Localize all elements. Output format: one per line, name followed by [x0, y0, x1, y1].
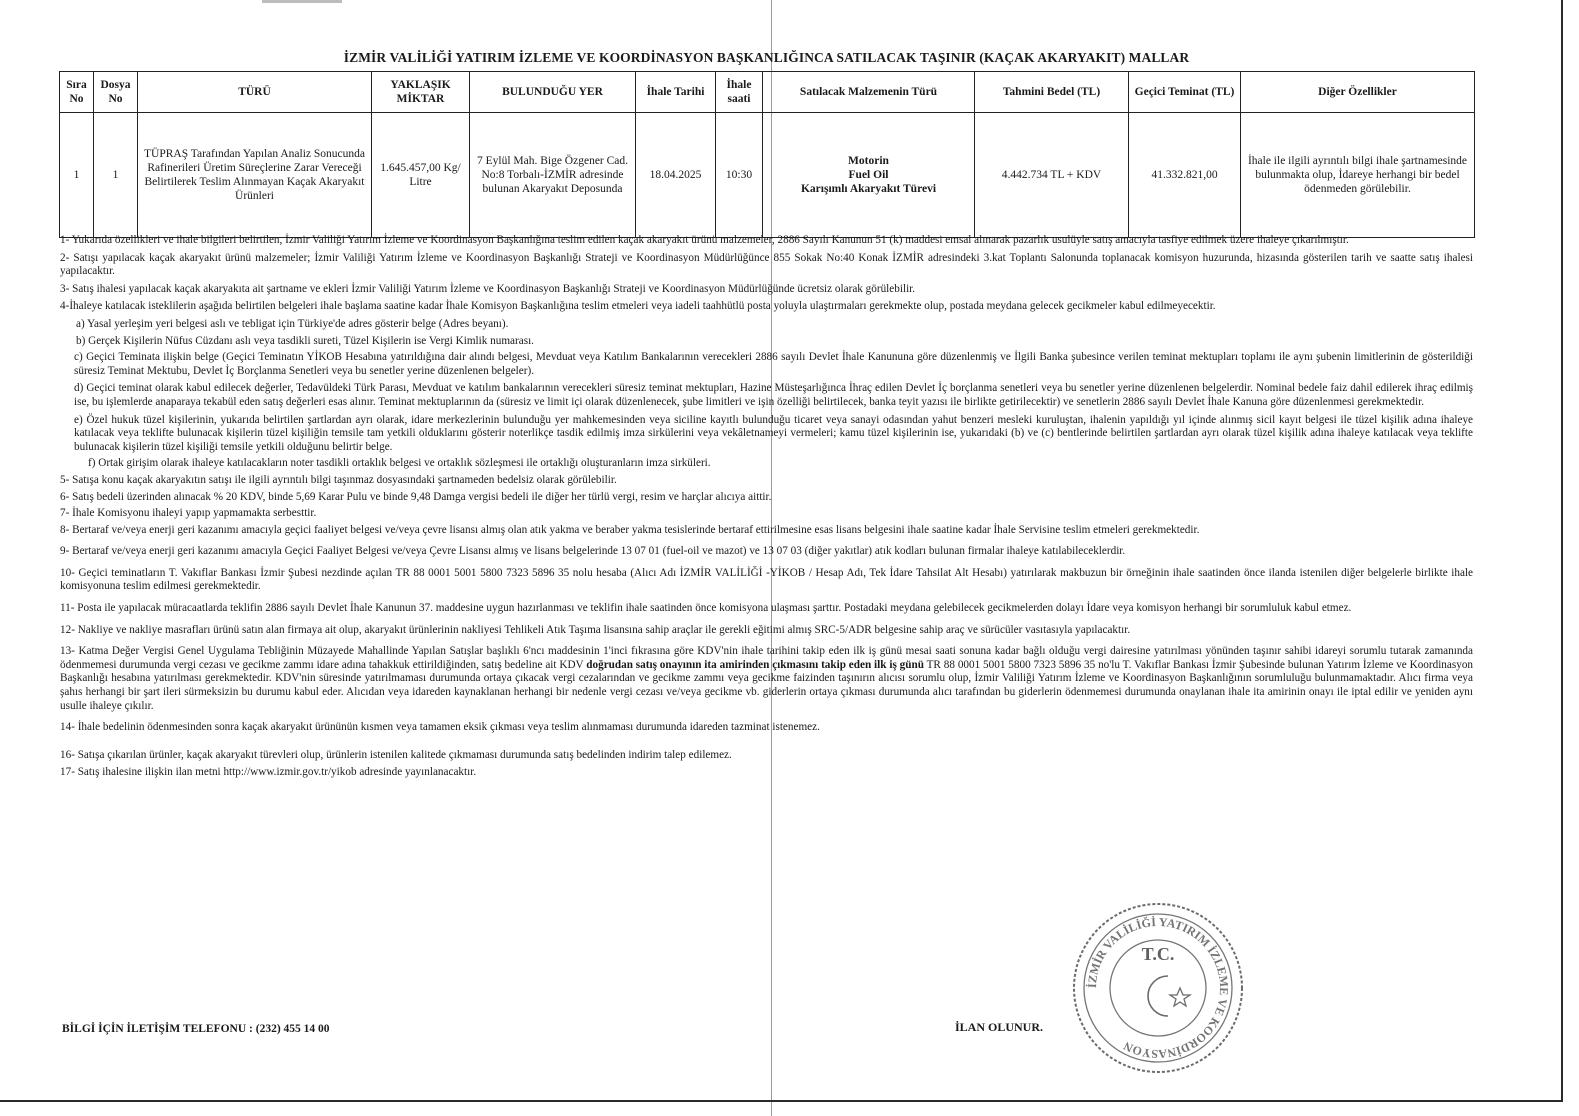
contact-phone: BİLGİ İÇİN İLETİŞİM TELEFONU : (232) 455 14 00 — [62, 1023, 330, 1035]
col-saat: İhale saati — [716, 72, 763, 113]
cell-sira-no: 1 — [60, 113, 94, 238]
seal-ring-text: İZMİR VALİLİĞİ YATIRIM İZLEME VE KOORDİNASYON — [1084, 914, 1232, 1062]
clause-16: 16- Satışa çıkarılan ürünler, kaçak akaryakıt türevleri olup, ürünlerin istenilen kalitede çıkmaması durumunda satış bedelinden indirim talep edilemez. — [60, 748, 732, 761]
clause-4c: c) Geçici Teminata ilişkin belge (Geçici Teminatın YİKOB Hesabına yatırıldığına dair alındı belgesi, Mevduat veya Katılım Bankalarının verecekleri 2886 sayılı Devlet İhale Kanununa göre düzenlenmiş ve İlgili Banka şubesince verilen teminat mektupları toplamı ile aynı şubenin limitlerinin de gösterildiği süresiz Teminat Mektubu, Devlet İç Borçlanma Senetleri veya bu senetler yerine düzenlenen belgeler). — [74, 351, 1473, 377]
ilan-olunur: İLAN OLUNUR. — [955, 1020, 1044, 1034]
cell-diger: İhale ile ilgili ayrıntılı bilgi ihale şartnamesinde bulunmakta olup, İdareye herhangi bir bedel ödenmeden görülebilir. — [1241, 113, 1475, 238]
clause-14: 14- İhale bedelinin ödenmesinden sonra kaçak akaryakıt ürününün kısmen veya tamamen eksik çıkması veya teslim alınmaması durumunda idareden tazminat istenemez. — [60, 721, 820, 734]
scan-artifact — [262, 0, 342, 3]
seal-center-text: T.C. — [1141, 944, 1175, 964]
clause-4e: e) Özel hukuk tüzel kişilerinin, yukarıda belirtilen şartlardan ayrı olarak, idare merkezlerinin bulunduğu yer mahkemesinden veya siciline kayıtlı bulunduğu ticaret veya sanayi odasından yahut benzeri mesleki kuruluştan, ihalenin yapıldığı yıl içinde alınmış sicil kayıt belgesi ile tüzel kişilik adına ihaleye katılacak veya teklifte bulunacak kişilerin tüzel kişiliğin temsile tam yetkili olduklarını gösterir noterlikçe tasdik edilmiş imza sirkülerini veya vekâletnameyi vermeleri; kamu tüzel kişilerinin ise, yukarıdaki (b) ve (c) bentlerinde belirtilen şartlardan ayrı olarak tüzel kişilik adına ihaleye katılacak veya teklifte bulunacak kişilerin tüzel kişiliği temsile yetkili olduğunu belirtir belge. — [74, 413, 1473, 453]
clause-4: 4-İhaleye katılacak isteklilerin aşağıda belirtilen belgeleri ihale başlama saatine kadar İhale Komisyon Başkanlığına teslim etmeleri veya iadeli taahhütlü posta yoluyla ulaştırmaları gerekmekte olup, postada meydana gelecek gecikmeler kabul edilmeyecektir. — [60, 300, 1216, 313]
cell-turu: TÜPRAŞ Tarafından Yapılan Analiz Sonucunda Rafinerileri Üretim Süreçlerine Zarar Vereceği Belirtilerek Teslim Alınmayan Kaçak Akaryakıt Ürünleri — [138, 113, 372, 238]
malzeme-fuel-oil: Fuel Oil — [848, 169, 889, 181]
clause-5: 5- Satışa konu kaçak akaryakıtın satışı ile ilgili ayrıntılı bilgi taşınmaz dosyasındaki şartnameden bedelsiz olarak görülebilir. — [60, 473, 617, 486]
col-turu: TÜRÜ — [138, 72, 372, 113]
star-icon — [1170, 988, 1190, 1006]
clause-17: 17- Satış ihalesine ilişkin ilan metni http://www.izmir.gov.tr/yikob adresinde yayınlanacaktır. — [60, 766, 477, 779]
page-border-right — [1561, 0, 1563, 1100]
clause-11: 11- Posta ile yapılacak müracaatlarda teklifin 2886 sayılı Devlet İhale Kanunun 37. maddesine uygun hazırlanması ve teklifin ihale saatinden önce komisyona ulaşması şarttır. Postadaki meydana gelebilecek gecikmelerden dolayı İdare veya komisyon herhangi bir sorumluluk kabul etmez. — [60, 602, 1352, 615]
page-title: İZMİR VALİLİĞİ YATIRIM İZLEME VE KOORDİNASYON BAŞKANLIĞINCA SATILACAK TAŞINIR (KAÇAK AKARYAKIT) MALLAR — [343, 50, 1190, 65]
clause-12: 12- Nakliye ve nakliye masrafları ürünü satın alan firmaya ait olup, akaryakıt ürünlerinin nakliyesi Tehlikeli Atık Taşıma lisansına sahip araçlar ile gerekli eğitimi almış SRC-5/ADR belgesine sahip araç ve sürücüler vasıtasıyla yapılacaktır. — [60, 623, 1131, 636]
cell-dosya-no: 1 — [94, 113, 138, 238]
clause-1: 1- Yukarıda özellikleri ve ihale bilgileri belirtilen, İzmir Valiliği Yatırım İzleme ve Koordinasyon Başkanlığına teslim edilen kaçak akaryakıt ürünü malzemeler, 2886 Sayılı Kanunun 51 (k) maddesi emsal alınarak pazarlık usulüyle satış amacıyla tasfiye edilmek üzere ihaleye çıkarılmıştır. — [60, 234, 1349, 246]
clause-7: 7- İhale Komisyonu ihaleyi yapıp yapmamakta serbesttir. — [60, 507, 317, 520]
col-tarih: İhale Tarihi — [636, 72, 716, 113]
col-diger: Diğer Özellikler — [1241, 72, 1475, 113]
cell-saat: 10:30 — [716, 113, 763, 238]
col-sira-no: Sıra No — [60, 72, 94, 113]
clause-4f: f) Ortak girişim olarak ihaleye katılacakların noter tasdikli ortaklık belgesi ve ortaklık sözleşmesi ile ortaklığı oluşturanların imza sirküleri. — [88, 457, 711, 470]
cell-teminat: 41.332.821,00 — [1129, 113, 1241, 238]
clause-4a: a) Yasal yerleşim yeri belgesi aslı ve tebligat için Türkiye'de adres gösterir belge (Adres beyanı). — [76, 317, 509, 330]
table-header-row — [60, 72, 1475, 113]
clause-13-part-a: 13- Katma Değer Vergisi Genel Uygulama Tebliğinin Müzayede Mahallinde Yapılan Satışlar başlıklı 6'ncı maddesinin 1'inci fıkrasına göre KDV'nin ihale tarihini takip eden ilk iş günü mesai saati sonuna kadar bağlı olduğu vergi dairesine yatırılması yönünden taşınır sahibi idareyi sorumlu tutarak zamanında ödenmemesi durumunda vergi cezası ve gecikme zammı idare adına tahakkuk ettirildiğinden, satış bedeline ait KDV — [60, 645, 1473, 671]
col-yer: BULUNDUĞU YER — [470, 72, 636, 113]
malzeme-karisimli: Karışımlı Akaryakıt Türevi — [800, 183, 937, 195]
cell-bedel: 4.442.734 TL + KDV — [975, 113, 1129, 238]
crescent-icon — [1148, 976, 1168, 1016]
auction-table — [59, 71, 1475, 238]
clause-9: 9- Bertaraf ve/veya enerji geri kazanımı amacıyla Geçici Faaliyet Belgesi ve/veya Çevre Lisansı almış ve lisans belgelerinde 13 07 01 (fuel-oil ve mazot) ve 13 07 03 (diğer yakıtlar) atık kodları bulunan firmalar ihaleye katılabileceklerdir. — [60, 545, 1126, 558]
official-seal-icon — [1068, 898, 1248, 1078]
clause-2: 2- Satışı yapılacak kaçak akaryakıt ürünü malzemeler; İzmir Valiliği Yatırım İzleme ve Koordinasyon Başkanlığı Strateji ve Koordinasyon Müdürlüğünce 855 Sokak No:40 Konak İZMİR adresindeki 3.kat Toplantı Salonunda toplanacak komisyon huzurunda, hizasında gösterilen tarih ve saatte satış ihalesi yapılacaktır. — [60, 251, 1473, 278]
cell-malzeme — [763, 113, 975, 238]
notice-body — [60, 234, 1473, 784]
col-dosya-no: Dosya No — [94, 72, 138, 113]
cell-tarih: 18.04.2025 — [636, 113, 716, 238]
col-malzeme: Satılacak Malzemenin Türü — [763, 72, 975, 113]
page-border-bottom — [0, 1100, 1563, 1102]
clause-4d: d) Geçici teminat olarak kabul edilecek değerler, Tedavüldeki Türk Parası, Mevduat ve katılım bankalarının verecekleri süresiz teminat mektupları, Hazine Müsteşarlığınca İhraç edilen Devlet İç borçlanma senetleri veya bu senetler yerine düzenlenen belgelerdir. Nominal bedele faiz dahil edilerek ihraç edilmiş ise, bu işlemlerde anaparaya tekabül eden satış değerleri esas alınır. Teminat mektuplarının da (süresiz ve limit içi olarak düzenlenecek, şube limitleri ve işin özelliği belirtilecek, banka teyit yazısı ile birlikte getirilecektir) ve senetlerin 2886 sayılı Devlet İhale Kanuna göre düzenlenmesi gerekmektedir. — [74, 382, 1473, 408]
clause-4b: b) Gerçek Kişilerin Nüfus Cüzdanı aslı veya tasdikli sureti, Tüzel Kişilerin ise Vergi Kimlik numarası. — [76, 334, 534, 347]
col-teminat: Geçici Teminat (TL) — [1129, 72, 1241, 113]
clause-13-part-b: TR 88 0001 5001 5800 7323 5896 35 no'lu T. Vakıflar Bankası İzmir Şubesinde bulunan Yatırım İzleme ve Koordinasyon Başkanlığı hesabına yatırılması gerekmektedir. KDV'nin süresinde yatırılmaması durumunda ortaya çıkacak vergi cezalarından ve gecikme zammı veya gecikme faizinden taşınırın alıcısı sorumlu olup, İzmir Valiliği Yatırım İzleme ve Koordinasyon Başkanlığının sorumluluğu bulunmamaktadır. Alıcı firma veya şahıs herhangi bir şart ileri sürmeksizin bu durumu kabul eder. Alıcıdan veya idareden kaynaklanan herhangi bir nedenle vergi cezası ve/veya gecikme vb. giderlerin ortaya çıkması durumunda alıcı tarafından bu giderlerin ödenmemesi durumunda onaylanan ihale ita amirinin onayı ile iptal edilir ve yeniden aynı usulle ihaleye çıkılır. — [60, 658, 1474, 712]
clause-10: 10- Geçici teminatların T. Vakıflar Bankası İzmir Şubesi nezdinde açılan TR 88 0001 5001 5800 7323 5896 35 nolu hesaba (Alıcı Adı İZMİR VALİLİĞİ -YİKOB / Hesap Adı, Tek İdare Tahsilat Alt Hesabı) yatırılarak makbuzun bir örneğinin ihale saatinden önce ilanda istenilen diğer belgelerle birlikte ihale komisyonuna teslim edilmesi gerekmektedir. — [60, 566, 1473, 593]
clause-8: 8- Bertaraf ve/veya enerji geri kazanımı amacıyla geçici faaliyet belgesi ve/veya çevre lisansı almış olan atık yakma ve beraber yakma tesislerinde bertaraf ettirilmesine esas lisans belgesini ihale saatine kadar İhale Servisine teslim etmeleri gerekmektedir. — [60, 523, 1200, 536]
cell-miktar: 1.645.457,00 Kg/ Litre — [372, 113, 470, 238]
svg-text:İZMİR VALİLİĞİ YATIRIM İZLEME — [1085, 915, 1231, 1061]
clause-3: 3- Satış ihalesi yapılacak kaçak akaryakıta ait şartname ve ekleri İzmir Valiliği Yatırım İzleme ve Koordinasyon Başkanlığı Strateji ve Koordinasyon Müdürlüğünde ücretsiz olarak görülebilir. — [60, 282, 916, 295]
clause-6: 6- Satış bedeli üzerinden alınacak % 20 KDV, binde 5,69 Karar Pulu ve binde 9,48 Damga vergisi bedeli ile diğer her türlü vergi, resim ve harçlar alıcıya aittir. — [60, 490, 772, 503]
col-miktar: YAKLAŞIK MİKTAR — [372, 72, 470, 113]
col-bedel: Tahmini Bedel (TL) — [975, 72, 1129, 113]
clause-13-bold: doğrudan satış onayının ita amirinden çıkmasını takip eden ilk iş günü — [586, 658, 924, 671]
cell-yer: 7 Eylül Mah. Bige Özgener Cad. No:8 Torbalı-İZMİR adresinde bulunan Akaryakıt Deposunda — [470, 113, 636, 238]
table-row — [60, 113, 1475, 238]
clause-13 — [60, 645, 1473, 713]
malzeme-motorin: Motorin — [848, 155, 889, 167]
